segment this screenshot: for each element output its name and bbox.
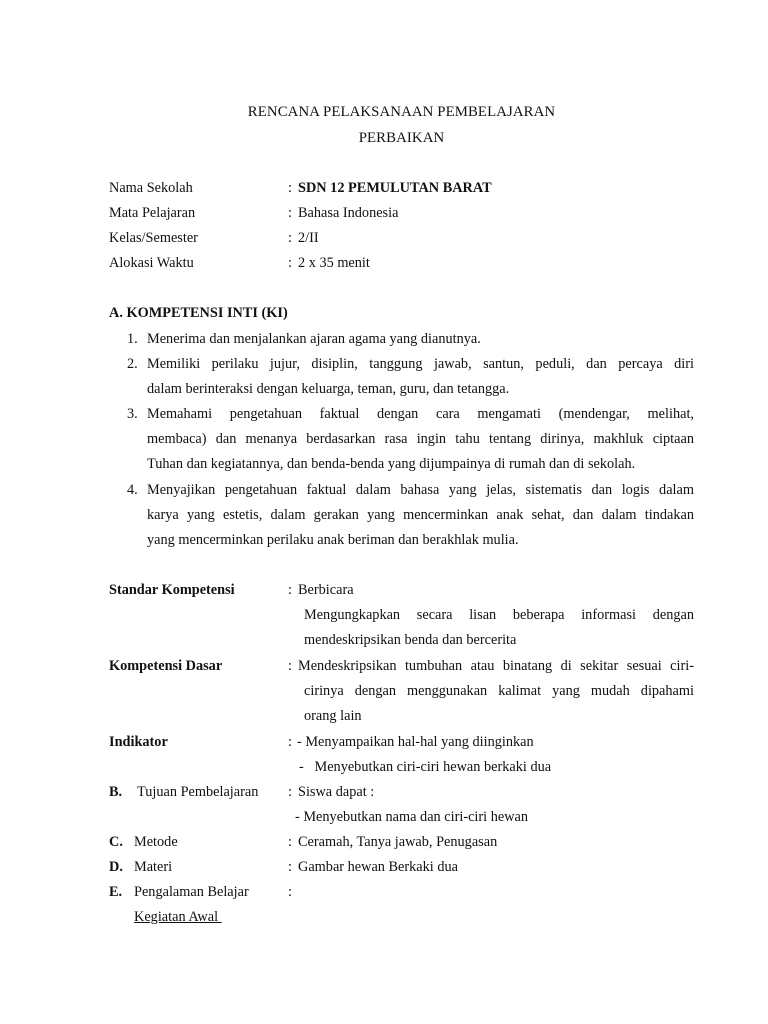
materi-value: Gambar hewan Berkaki dua bbox=[298, 859, 458, 875]
time-allocation-colon: : bbox=[288, 255, 292, 271]
school-name-label: Nama Sekolah bbox=[109, 180, 193, 196]
ki-heading: A. KOMPETENSI INTI (KI) bbox=[109, 305, 288, 321]
indikator-label: Indikator bbox=[109, 734, 168, 750]
pengalaman-label: Pengalaman Belajar bbox=[134, 884, 249, 900]
document-subtitle: PERBAIKAN bbox=[358, 130, 445, 146]
sk-description-line: Mengungkapkan secara lisan beberapa informasi dengan bbox=[304, 607, 694, 623]
metode-value: Ceramah, Tanya jawab, Penugasan bbox=[298, 834, 498, 850]
tujuan-value: Siswa dapat : bbox=[298, 784, 375, 800]
ki-item-number: 3. bbox=[127, 406, 138, 422]
class-semester-label: Kelas/Semester bbox=[109, 230, 198, 246]
materi-colon: : bbox=[288, 859, 292, 875]
subject-colon: : bbox=[288, 205, 292, 221]
section-letter-c: C. bbox=[109, 834, 123, 850]
tujuan-label: Tujuan Pembelajaran bbox=[137, 784, 259, 800]
sk-label: Standar Kompetensi bbox=[109, 582, 235, 598]
sk-description-line: mendeskripsikan benda dan bercerita bbox=[304, 632, 517, 648]
ki-item-line: dalam berinteraksi dengan keluarga, teman, guru, dan tetangga. bbox=[147, 381, 510, 397]
subject-label: Mata Pelajaran bbox=[109, 205, 196, 221]
ki-item-line: Memahami pengetahuan faktual dengan cara mengamati (mendengar, melihat, bbox=[147, 406, 694, 422]
ki-item-line: Menerima dan menjalankan ajaran agama yang dianutnya. bbox=[147, 331, 481, 347]
metode-label: Metode bbox=[134, 834, 178, 850]
ki-item-line: Menyajikan pengetahuan faktual dalam bahasa yang jelas, sistematis dan logis dalam bbox=[147, 482, 694, 498]
tujuan-detail: - Menyebutkan nama dan ciri-ciri hewan bbox=[295, 809, 529, 825]
kd-label: Kompetensi Dasar bbox=[109, 658, 223, 674]
pengalaman-colon: : bbox=[288, 884, 292, 900]
kd-line: orang lain bbox=[304, 708, 362, 724]
ki-item-line: yang mencerminkan perilaku anak beriman dan berakhlak mulia. bbox=[147, 532, 519, 548]
tujuan-colon: : bbox=[288, 784, 292, 800]
indikator-line: - Menyebutkan ciri-ciri hewan berkaki dua bbox=[299, 759, 552, 775]
document-title: RENCANA PELAKSANAAN PEMBELAJARAN bbox=[247, 104, 556, 120]
section-letter-d: D. bbox=[109, 859, 123, 875]
kd-line: Mendeskripsikan tumbuhan atau binatang di sekitar sesuai ciri- bbox=[298, 658, 694, 674]
indikator-line: - Menyampaikan hal-hal yang diinginkan bbox=[297, 734, 534, 750]
ki-item-line: membaca) dan menanya berdasarkan rasa ingin tahu tentang dirinya, makhluk ciptaan bbox=[147, 431, 694, 447]
ki-item-number: 1. bbox=[127, 331, 138, 347]
kegiatan-awal-heading: Kegiatan Awal bbox=[134, 909, 222, 925]
section-letter-b: B. bbox=[109, 784, 123, 800]
class-semester-value: 2/II bbox=[298, 230, 319, 246]
school-name-colon: : bbox=[288, 180, 292, 196]
ki-item-line: Tuhan dan kegiatannya, dan benda-benda yang dijumpainya di rumah dan di sekolah. bbox=[147, 456, 636, 472]
materi-label: Materi bbox=[134, 859, 173, 875]
indikator-colon: : bbox=[288, 734, 292, 750]
school-name-value: SDN 12 PEMULUTAN BARAT bbox=[298, 180, 492, 196]
ki-item-number: 2. bbox=[127, 356, 138, 372]
ki-item-number: 4. bbox=[127, 482, 138, 498]
time-allocation-value: 2 x 35 menit bbox=[298, 255, 370, 271]
kd-colon: : bbox=[288, 658, 292, 674]
metode-colon: : bbox=[288, 834, 292, 850]
ki-item-line: karya yang estetis, dalam gerakan yang mencerminkan anak sehat, dan dalam tindakan bbox=[147, 507, 694, 523]
ki-item-line: Memiliki perilaku jujur, disiplin, tanggung jawab, santun, peduli, dan percaya diri bbox=[147, 356, 694, 372]
sk-value: Berbicara bbox=[298, 582, 354, 598]
sk-colon: : bbox=[288, 582, 292, 598]
time-allocation-label: Alokasi Waktu bbox=[109, 255, 194, 271]
class-semester-colon: : bbox=[288, 230, 292, 246]
subject-value: Bahasa Indonesia bbox=[298, 205, 399, 221]
section-letter-e: E. bbox=[109, 884, 123, 900]
kd-line: cirinya dengan menggunakan kalimat yang mudah dipahami bbox=[304, 683, 694, 699]
